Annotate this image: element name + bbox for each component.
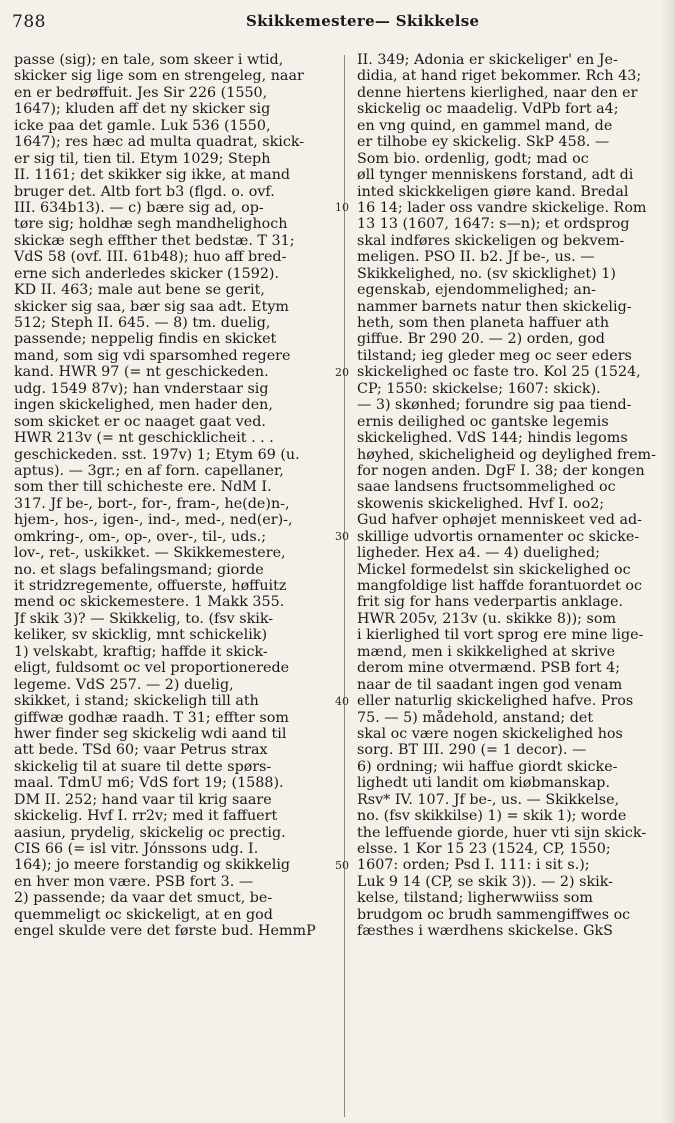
right-column-line: 75. — 5) mådehold, anstand; det bbox=[357, 709, 594, 726]
left-column-line: er sig til, tien til. Etym 1029; Steph bbox=[14, 150, 271, 167]
left-column-line: ingen skickelighed, men hader den, bbox=[14, 397, 273, 414]
right-column-line: HWR 205v, 213v (u. skikke 8)); som bbox=[357, 610, 617, 627]
right-column-line: fæsthes i wærdhens skickelse. GkS bbox=[357, 923, 613, 940]
right-column-line: Gud hafver ophøjet menniskeet ved ad- bbox=[357, 512, 642, 529]
line-number: 10 bbox=[335, 201, 349, 215]
right-column-line: skowenis skickelighed. Hvf I. oo2; bbox=[357, 495, 605, 512]
left-column-line: passe (sig); en tale, som skeer i wtid, bbox=[14, 52, 284, 68]
left-column-line: geschickeden. sst. 197v) 1; Etym 69 (u. bbox=[14, 446, 300, 463]
right-column-line: lighedt uti landit om kiøbmanskap. bbox=[357, 775, 611, 792]
right-column-line: didia, at hand riget bekommer. Rch 43; bbox=[357, 68, 642, 85]
left-column-line: Jf skik 3)? — Skikkelig, to. (fsv skik- bbox=[14, 610, 274, 627]
right-column-line: derom mine otvermænd. PSB fort 4; bbox=[357, 660, 621, 677]
left-column-line: skicker sig saa, bær sig saa adt. Etym bbox=[14, 298, 289, 315]
right-column-line: naar de til saadant ingen god venam bbox=[357, 676, 623, 693]
right-column-line: elsse. 1 Kor 15 23 (1524, CP, 1550; bbox=[357, 841, 611, 857]
left-column-line: maal. TdmU m6; VdS fort 19; (1588). bbox=[14, 775, 284, 792]
right-column bbox=[357, 52, 673, 940]
right-column-line: 16 14; lader oss vandre skickelige. Rom bbox=[357, 199, 647, 216]
right-column-line: eller naturlig skickelighed hafve. Pros bbox=[357, 693, 634, 710]
left-column-line: skickelig til at suare til dette spørs- bbox=[14, 758, 272, 775]
right-column-line: egenskab, ejendommelighed; an- bbox=[357, 282, 596, 299]
line-number: 50 bbox=[335, 859, 349, 873]
right-column-line: denne hiertens kierlighed, naar den er bbox=[357, 84, 638, 101]
right-column-line: brudgom oc brudh sammengiffwes oc bbox=[357, 906, 631, 923]
right-column-line: høyhed, skicheligheid og deylighed frem- bbox=[357, 446, 656, 463]
left-column-line: no. et slags befalingsmand; giorde bbox=[14, 561, 264, 578]
left-column-line: skickæ segh effther thet bedstæ. T 31; bbox=[14, 232, 295, 249]
left-column-line: 317. Jf be-, bort-, for-, fram-, he(de)n-, bbox=[14, 495, 290, 512]
right-column-line: en vng quind, en gammel mand, de bbox=[357, 117, 613, 134]
right-column-line: frit sig for hans vederpartis anklage. bbox=[357, 594, 624, 611]
left-column-line: omkring-, om-, op-, over-, til-, uds.; bbox=[14, 528, 267, 545]
left-column-line: att bede. TSd 60; vaar Petrus strax bbox=[14, 742, 268, 759]
right-column-line: 1607: orden; Psd I. 111: i sit s.); bbox=[357, 857, 590, 874]
left-column-line: DM II. 252; hand vaar til krig saare bbox=[14, 791, 272, 808]
right-column-line: nammer barnets natur then skickelig- bbox=[357, 298, 632, 315]
right-column-line: 13 13 (1607, 1647: s—n); et ordsprog bbox=[357, 216, 630, 233]
right-column-line: mænd, men i skikkelighed at skrive bbox=[357, 643, 616, 660]
left-column-line: 1647); kluden aff det ny skicker sig bbox=[14, 101, 271, 118]
page-edge-shadow bbox=[659, 0, 675, 1123]
line-number: 30 bbox=[335, 530, 349, 544]
right-column-line: skal indføres skickeligen og bekvem- bbox=[357, 232, 625, 249]
right-column-line: — 3) skønhed; forundre sig paa tiend- bbox=[357, 397, 632, 414]
left-column-line: HWR 213v (= nt geschicklicheit . . . bbox=[14, 430, 274, 447]
left-column-line: skicker sig lige som en strengeleg, naar bbox=[14, 68, 304, 85]
right-column-line: ernis deilighed oc gantske legemis bbox=[357, 413, 609, 430]
left-column-line: kand. HWR 97 (= nt geschickeden. bbox=[14, 364, 269, 381]
left-column-line: 1647); res hæc ad multa quadrat, skick- bbox=[14, 134, 305, 151]
left-column-line: hwer finder seg skickelig wdi aand til bbox=[14, 725, 287, 742]
left-column-line: aptus). — 3gr.; en af forn. capellaner, bbox=[14, 462, 284, 479]
left-column-line: KD II. 463; male aut bene se gerit, bbox=[14, 282, 265, 299]
right-column-line: sorg. BT III. 290 (= 1 decor). — bbox=[357, 742, 587, 759]
left-column-line: 1) velskabt, kraftig; haffde it skick- bbox=[14, 643, 268, 660]
right-column-line: 6) ordning; wii haffue giordt skicke- bbox=[357, 758, 618, 775]
left-column-line: skikket, i stand; skickeligh till ath bbox=[14, 693, 259, 710]
left-column-line: 164); jo meere forstandig og skikkelig bbox=[14, 857, 291, 874]
left-column-line: som ther till schicheste ere. NdM I. bbox=[14, 479, 272, 496]
left-column-line: lov-, ret-, uskikket. — Skikkemestere, bbox=[14, 545, 286, 562]
page-number: 788 bbox=[12, 12, 46, 32]
left-column-line: legeme. VdS 257. — 2) duelig, bbox=[14, 676, 234, 693]
right-column-line: meligen. PSO II. b2. Jf be-, us. — bbox=[357, 249, 595, 266]
left-column-line: en hver mon være. PSB fort 3. — bbox=[14, 873, 254, 890]
right-column-line: inted skickkeligen giøre kand. Bredal bbox=[357, 183, 629, 200]
left-column-line: udg. 1549 87v); han vnderstaar sig bbox=[14, 380, 269, 397]
right-column-line: øll tynger menniskens forstand, adt di bbox=[357, 167, 634, 184]
right-column-line: CP; 1550: skickelse; 1607: skick). bbox=[357, 380, 601, 397]
left-column-line: passende; neppelig findis en skicket bbox=[14, 331, 277, 348]
right-column-line: skickelighed. VdS 144; hindis legoms bbox=[357, 430, 628, 447]
left-column-line: aasiun, prydelig, skickelig oc prectig. bbox=[14, 824, 286, 841]
right-column-line: no. (fsv skikkilse) 1) = skik 1); worde bbox=[357, 808, 627, 825]
right-column-line: Luk 9 14 (CP, se skik 3)). — 2) skik- bbox=[357, 873, 613, 890]
left-column-line: II. 1161; det skikker sig ikke, at mand bbox=[14, 167, 291, 184]
left-column-line: it stridzregemente, offuerste, høffuitz bbox=[14, 578, 287, 594]
right-column-line: Rsv* IV. 107. Jf be-, us. — Skikkelse, bbox=[357, 791, 620, 808]
line-number: 20 bbox=[335, 365, 349, 379]
right-column-line: i kierlighed til vort sprog ere mine lige- bbox=[357, 627, 644, 644]
left-column-line: tøre sig; holdhæ segh mandhelighoch bbox=[14, 216, 288, 233]
left-column-line: VdS 58 (ovf. III. 61b48); huo aff bred- bbox=[14, 249, 287, 266]
left-column-line: 512; Steph II. 645. — 8) tm. duelig, bbox=[14, 315, 271, 331]
left-column-line: III. 634b13). — c) bære sig ad, op- bbox=[14, 199, 264, 216]
left-column-line: bruger det. Altb fort b3 (flgd. o. ovf. bbox=[14, 183, 275, 200]
right-column-line: skillige udvortis ornamenter oc skicke- bbox=[357, 528, 640, 545]
right-column-line: er tilhobe ey skickelig. SkP 458. — bbox=[357, 134, 610, 151]
left-column-line: keliker, sv skicklig, mnt schickelik) bbox=[14, 627, 268, 644]
left-column-line: hjem-, hos-, igen-, ind-, med-, ned(er)-, bbox=[14, 512, 293, 529]
right-column-line: the leffuende giorde, huer vti sijn skick- bbox=[357, 824, 647, 841]
line-number: 40 bbox=[335, 694, 349, 708]
right-column-line: skickelig oc maadelig. VdPb fort a4; bbox=[357, 101, 619, 118]
right-column-line: Som bio. ordenlig, godt; mad oc bbox=[357, 150, 589, 167]
right-column-line: for nogen anden. DgF I. 38; der kongen bbox=[357, 462, 645, 479]
left-column-line: icke paa det gamle. Luk 536 (1550, bbox=[14, 117, 271, 134]
left-column-line: quemmeligt oc skickeligt, at en god bbox=[14, 906, 273, 923]
left-column-line: giffwæ godhæ raadh. T 31; effter som bbox=[14, 709, 289, 726]
left-column-line: erne sich anderledes skicker (1592). bbox=[14, 265, 280, 282]
right-column-line: giffue. Br 290 20. — 2) orden, god bbox=[357, 331, 605, 348]
right-column-line: skickelighed oc faste tro. Kol 25 (1524, bbox=[357, 364, 641, 381]
right-column-line: II. 349; Adonia er skickeliger' en Je- bbox=[357, 52, 618, 68]
right-column-line: saae landsens fructsommelighed oc bbox=[357, 479, 616, 496]
left-column-line: engel skulde vere det første bud. HemmP bbox=[14, 923, 316, 940]
running-head: Skikkemestere— Skikkelse bbox=[246, 12, 480, 30]
right-column-line: kelse, tilstand; ligherwwiiss som bbox=[357, 890, 593, 907]
left-column-line: mend oc skickemestere. 1 Makk 355. bbox=[14, 594, 285, 611]
right-column-line: Skikkelighed, no. (sv skicklighet) 1) bbox=[357, 265, 616, 282]
left-column-line: CIS 66 (= isl vitr. Jónssons udg. I. bbox=[14, 841, 259, 857]
left-column-line: skickelig. Hvf I. rr2v; med it faffuert bbox=[14, 808, 278, 825]
right-column-line: ligheder. Hex a4. — 4) duelighed; bbox=[357, 545, 600, 562]
right-column-line: skal oc være nogen skickelighed hos bbox=[357, 725, 623, 742]
left-column-line: en er bedrøffuit. Jes Sir 226 (1550, bbox=[14, 84, 268, 101]
left-column-line: som skicket er oc naaget gaat ved. bbox=[14, 413, 266, 430]
right-column-line: mangfoldige list haffde forantuordet oc bbox=[357, 578, 642, 594]
left-column-line: mand, som sig vdi sparsomhed regere bbox=[14, 347, 291, 364]
right-column-line: tilstand; ieg gleder meg oc seer eders bbox=[357, 347, 632, 364]
left-column-line: eligt, fuldsomt oc vel proportionerede bbox=[14, 660, 290, 677]
left-column bbox=[14, 52, 330, 940]
right-column-line: Mickel formedelst sin skickelighed oc bbox=[357, 561, 631, 578]
left-column-line: 2) passende; da vaar det smuct, be- bbox=[14, 890, 273, 907]
right-column-line: heth, som then planeta haffuer ath bbox=[357, 315, 610, 331]
